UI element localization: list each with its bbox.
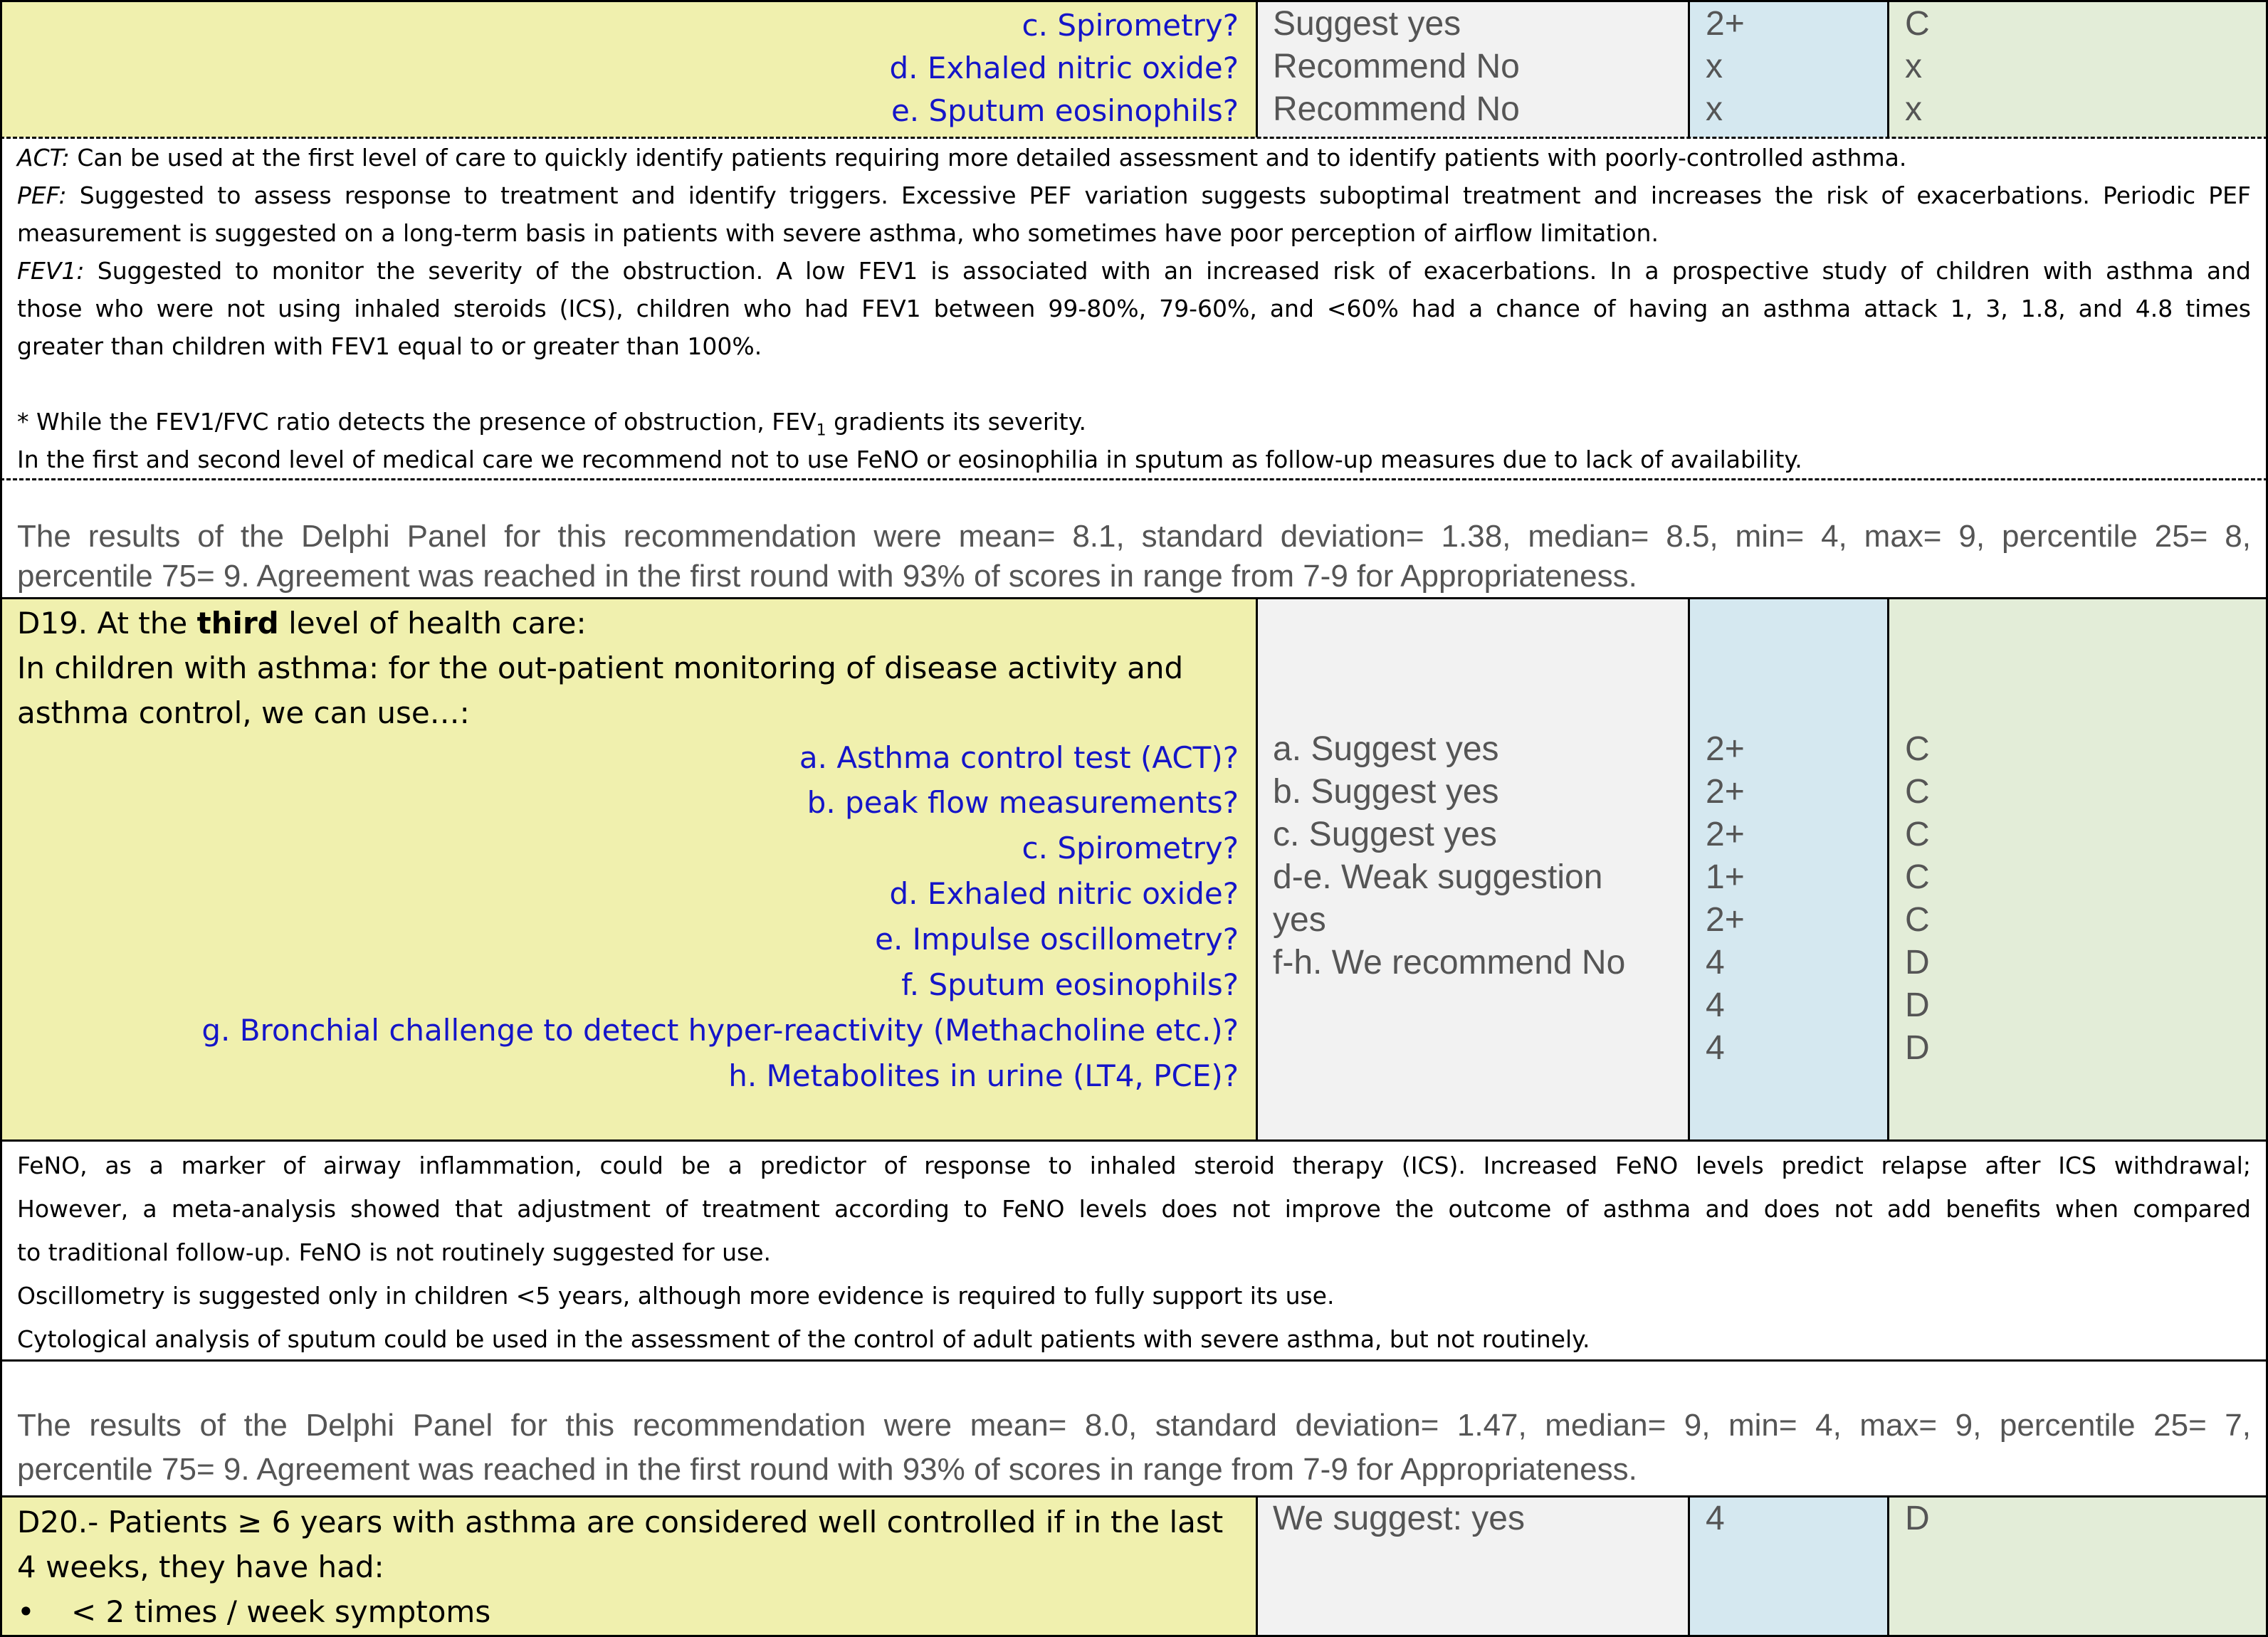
note-pef-line1 [17,177,2251,214]
d19-grade-h: D [1905,1029,1930,1067]
d19-grade-d: C [1905,858,1930,896]
d19-option-c: c. Spirometry? [1022,831,1239,865]
d19-level-d: 1+ [1706,858,1745,896]
d19-level-h: 4 [1706,1029,1725,1067]
d19-note-sputum: Cytological analysis of sputum could be used in the assessment of the control of adult patients with severe asthma, but not routinely. [17,1325,1590,1353]
note-pef-line2: measurement is suggested on a long-term basis in patients with severe asthma, who sometimes have poor perception of airflow limitation. [17,219,1659,247]
d19-level-a: 2+ [1706,730,1745,768]
d18-level-c: 2+ [1706,5,1745,43]
d19-level-e: 2+ [1706,901,1745,939]
col-divider [1887,0,1889,137]
note-star-a: * While the FEV1/FVC ratio detects the presence of obstruction, FEV [17,408,817,436]
row-divider-d20-top [0,1495,2268,1497]
d19-stem-2: asthma control, we can use…: [17,695,470,730]
col-divider [1256,0,1258,137]
d19-title-prefix: D19. At the [17,606,197,641]
d19-rec-fh: f-h. We recommend No [1273,944,1626,981]
note-star-b: gradients its severity. [826,408,1086,436]
col-divider [1887,1496,1889,1637]
d19-note-feno-1: FeNO, as a marker of airway inflammation, could be a predictor of response to inhaled steroid therapy (ICS). Increased FeNO levels predict relapse after ICS withdrawal; [17,1152,2251,1179]
note-fev-line3: greater than children with FEV1 equal to or greater than 100%. [17,332,762,360]
d19-option-g: g. Bronchial challenge to detect hyper-reactivity (Methacholine etc.)? [201,1013,1239,1048]
note-star-sub: 1 [816,421,826,440]
d18-rec-d: Recommend No [1273,48,1520,85]
d19-option-h: h. Metabolites in urine (LT4, PCE)? [728,1058,1239,1093]
border-left [0,0,2,1637]
d19-grade-f: D [1905,944,1930,981]
d19-option-d: d. Exhaled nitric oxide? [889,876,1239,911]
d18-grade-cell [1888,0,2268,137]
d18-option-c: c. Spirometry? [1022,8,1239,43]
d18-rec-c: Suggest yes [1273,5,1461,43]
d19-level-c: 2+ [1706,816,1745,853]
note-fev-line2: those who were not using inhaled steroids (ICS), children who had FEV1 between 99-80%, 79-60%, and <60% had a chance of having an asthma attack 1, 3, 1.8, and 4.8 times [17,295,2251,322]
d20-grade-cell [1888,1496,2268,1637]
note-fev-label: FEV1: [17,257,85,285]
d18-rec-e: Recommend No [1273,90,1520,128]
note-fev-text-1: Suggested to monitor the severity of the obstruction. A low FEV1 is associated with an increased risk of exacerbations. In a prospective study of children with asthma and [84,257,2251,285]
d19-rec-de: d-e. Weak suggestion [1273,858,1603,896]
row-divider-d19-top [0,597,2268,599]
d19-rec-de-cont: yes [1273,901,1326,939]
d19-level-g: 4 [1706,986,1725,1024]
d19-option-f: f. Sputum eosinophils? [901,967,1239,1002]
note-level: In the first and second level of medical care we recommend not to use FeNO or eosinophilia in sputum as follow-up measures due to lack of availability. [17,446,1802,473]
d18-grade-c: C [1905,5,1930,43]
note-act-label: ACT: [17,144,70,172]
d20-line-2: 4 weeks, they have had: [17,1549,384,1584]
d19-note-oscillometry: Oscillometry is suggested only in children <5 years, although more evidence is required to fully support its use. [17,1282,1335,1310]
d19-note-feno-2: However, a meta-analysis showed that adjustment of treatment according to FeNO levels does not improve the outcome of asthma and does not add benefits when compared [17,1195,2251,1223]
d19-stem-1: In children with asthma: for the out-patient monitoring of disease activity and [17,651,1184,685]
d19-grade-cell [1888,598,2268,1141]
d19-note-feno-3: to traditional follow-up. FeNO is not routinely suggested for use. [17,1238,772,1266]
note-act [17,139,1906,177]
col-divider [1256,1496,1258,1637]
col-divider [1688,1496,1690,1637]
d19-grade-e: C [1905,901,1930,939]
d20-bullet-marker: • [17,1594,35,1629]
note-pef-text-1: Suggested to assess response to treatment and identify triggers. Excessive PEF variation suggests suboptimal treatment and increases the risk of exacerbations. Periodic PEF [66,181,2251,209]
d18-level-e: x [1706,90,1723,128]
d19-option-e: e. Impulse oscillometry? [875,922,1239,957]
d19-level-b: 2+ [1706,773,1745,811]
d20-line-1: D20.- Patients ≥ 6 years with asthma are considered well controlled if in the last [17,1505,1224,1539]
d19-title-bold: third [196,606,279,641]
d19-option-b: b. peak flow measurements? [807,785,1239,820]
d19-level-f: 4 [1706,944,1725,981]
delphi-d19-line2: percentile 75= 9. Agreement was reached in the first round with 93% of scores in range from 7-9 for Appropriateness. [17,1452,1637,1487]
d20-recommendation: We suggest: yes [1273,1500,1525,1537]
d19-option-a: a. Asthma control test (ACT)? [799,740,1239,775]
col-divider [1887,598,1889,1141]
d19-rec-a: a. Suggest yes [1273,730,1499,768]
d20-bullet-text: < 2 times / week symptoms [71,1594,491,1629]
d18-grade-d: x [1905,48,1922,85]
d18-level-d: x [1706,48,1723,85]
d18-option-e: e. Sputum eosinophils? [891,93,1239,128]
col-divider [1688,598,1690,1141]
row-divider-d19-bottom [0,1139,2268,1142]
delphi-d18-line2: percentile 75= 9. Agreement was reached in the first round with 93% of scores in range from 7-9 for Appropriateness. [17,559,1637,594]
col-divider [1256,598,1258,1141]
row-divider-notes [0,1359,2268,1362]
d19-grade-c: C [1905,816,1930,853]
d19-rec-c: c. Suggest yes [1273,816,1497,853]
d18-grade-e: x [1905,90,1922,128]
note-pef-label: PEF: [17,181,67,209]
d19-rec-b: b. Suggest yes [1273,773,1499,811]
delphi-d19-line1: The results of the Delphi Panel for this recommendation were mean= 8.0, standard deviation= 1.47, median= 9, min= 4, max= 9, percentile 25= 7, [17,1408,2251,1443]
d19-title-suffix: level of health care: [278,606,587,641]
d19-grade-a: C [1905,730,1930,768]
note-act-text: Can be used at the first level of care to quickly identify patients requiring more detailed assessment and to identify patients with poorly-controlled asthma. [69,144,1907,172]
d20-grade: D [1905,1500,1930,1537]
d20-level: 4 [1706,1500,1725,1537]
d18-option-d: d. Exhaled nitric oxide? [889,51,1239,85]
border-top [0,0,2268,2]
d19-title [17,602,587,645]
d19-grade-g: D [1905,986,1930,1024]
col-divider [1688,0,1690,137]
note-fev-line1 [17,252,2251,290]
delphi-d18-line1: The results of the Delphi Panel for this recommendation were mean= 8.1, standard deviation= 1.38, median= 8.5, min= 4, max= 9, percentile 25= 8, [17,519,2251,554]
d19-grade-b: C [1905,773,1930,811]
divider-dashed [0,478,2268,480]
